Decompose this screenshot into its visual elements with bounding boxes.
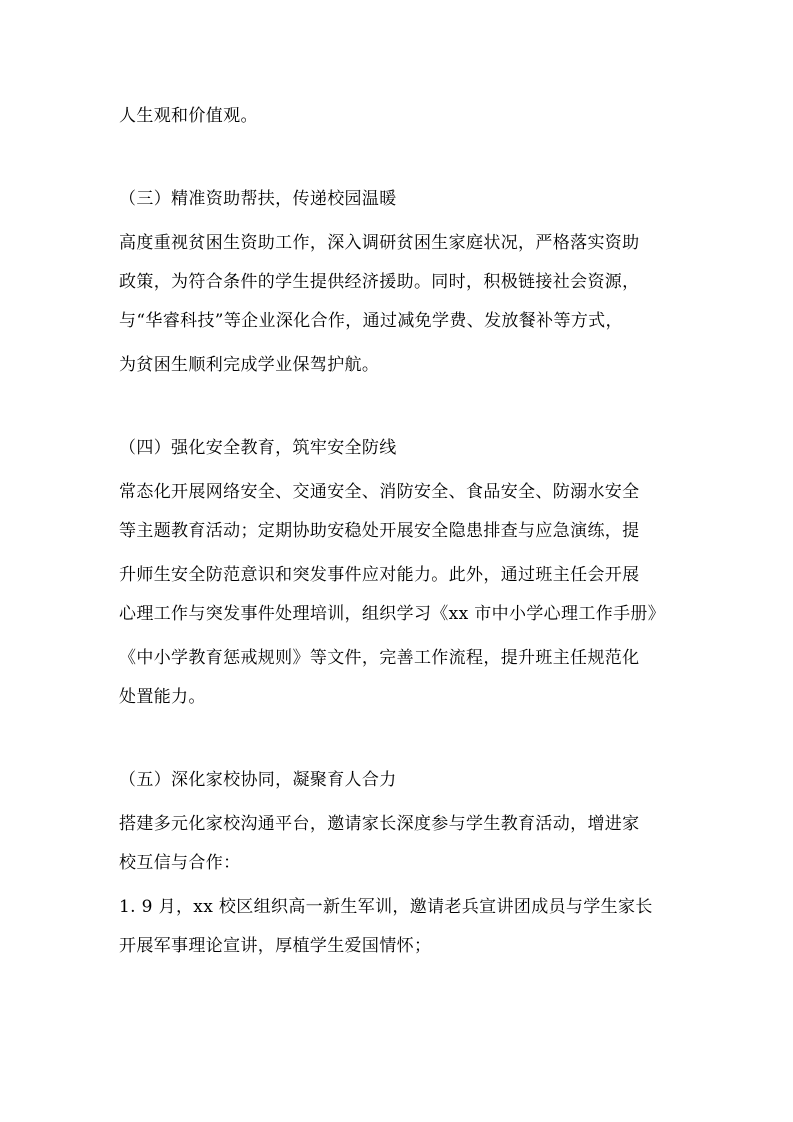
section-heading-5: （五）深化家校协同，凝聚育人合力 bbox=[119, 770, 397, 790]
paragraph-line: 等主题教育活动；定期协助安稳处开展安全隐患排查与应急演练，提 bbox=[119, 521, 640, 541]
paragraph-line: 心理工作与突发事件处理培训，组织学习《xx 市中小学心理工作手册》 bbox=[119, 604, 666, 624]
section-heading-4: （四）强化安全教育，筑牢安全防线 bbox=[119, 438, 397, 458]
section-heading-3: （三）精准资助帮扶，传递校园温暖 bbox=[119, 189, 397, 209]
paragraph-line: 升师生安全防范意识和突发事件应对能力。此外，通过班主任会开展 bbox=[119, 565, 640, 585]
paragraph-line: 处置能力。 bbox=[119, 687, 206, 707]
paragraph-line: 搭建多元化家校沟通平台，邀请家长深度参与学生教育活动，增进家 bbox=[119, 814, 640, 834]
paragraph-line: 与“华睿科技”等企业深化合作，通过减免学费、发放餐补等方式， bbox=[119, 311, 623, 331]
paragraph-line: 为贫困生顺利完成学业保驾护航。 bbox=[119, 355, 380, 375]
list-item-line: 开展军事理论宣讲，厚植学生爱国情怀； bbox=[119, 936, 432, 956]
list-item-line: 1. 9 月，xx 校区组织高一新生军训，邀请老兵宣讲团成员与学生家长 bbox=[119, 897, 653, 917]
paragraph-line: 常态化开展网络安全、交通安全、消防安全、食品安全、防溺水安全 bbox=[119, 482, 640, 502]
paragraph-line: 校互信与合作： bbox=[119, 853, 241, 873]
paragraph-line: 《中小学教育惩戒规则》等文件，完善工作流程，提升班主任规范化 bbox=[119, 648, 640, 668]
paragraph-line: 人生观和价值观。 bbox=[119, 106, 258, 126]
paragraph-line: 政策，为符合条件的学生提供经济援助。同时，积极链接社会资源， bbox=[119, 272, 640, 292]
paragraph-line: 高度重视贫困生资助工作，深入调研贫困生家庭状况，严格落实资助 bbox=[119, 233, 640, 253]
